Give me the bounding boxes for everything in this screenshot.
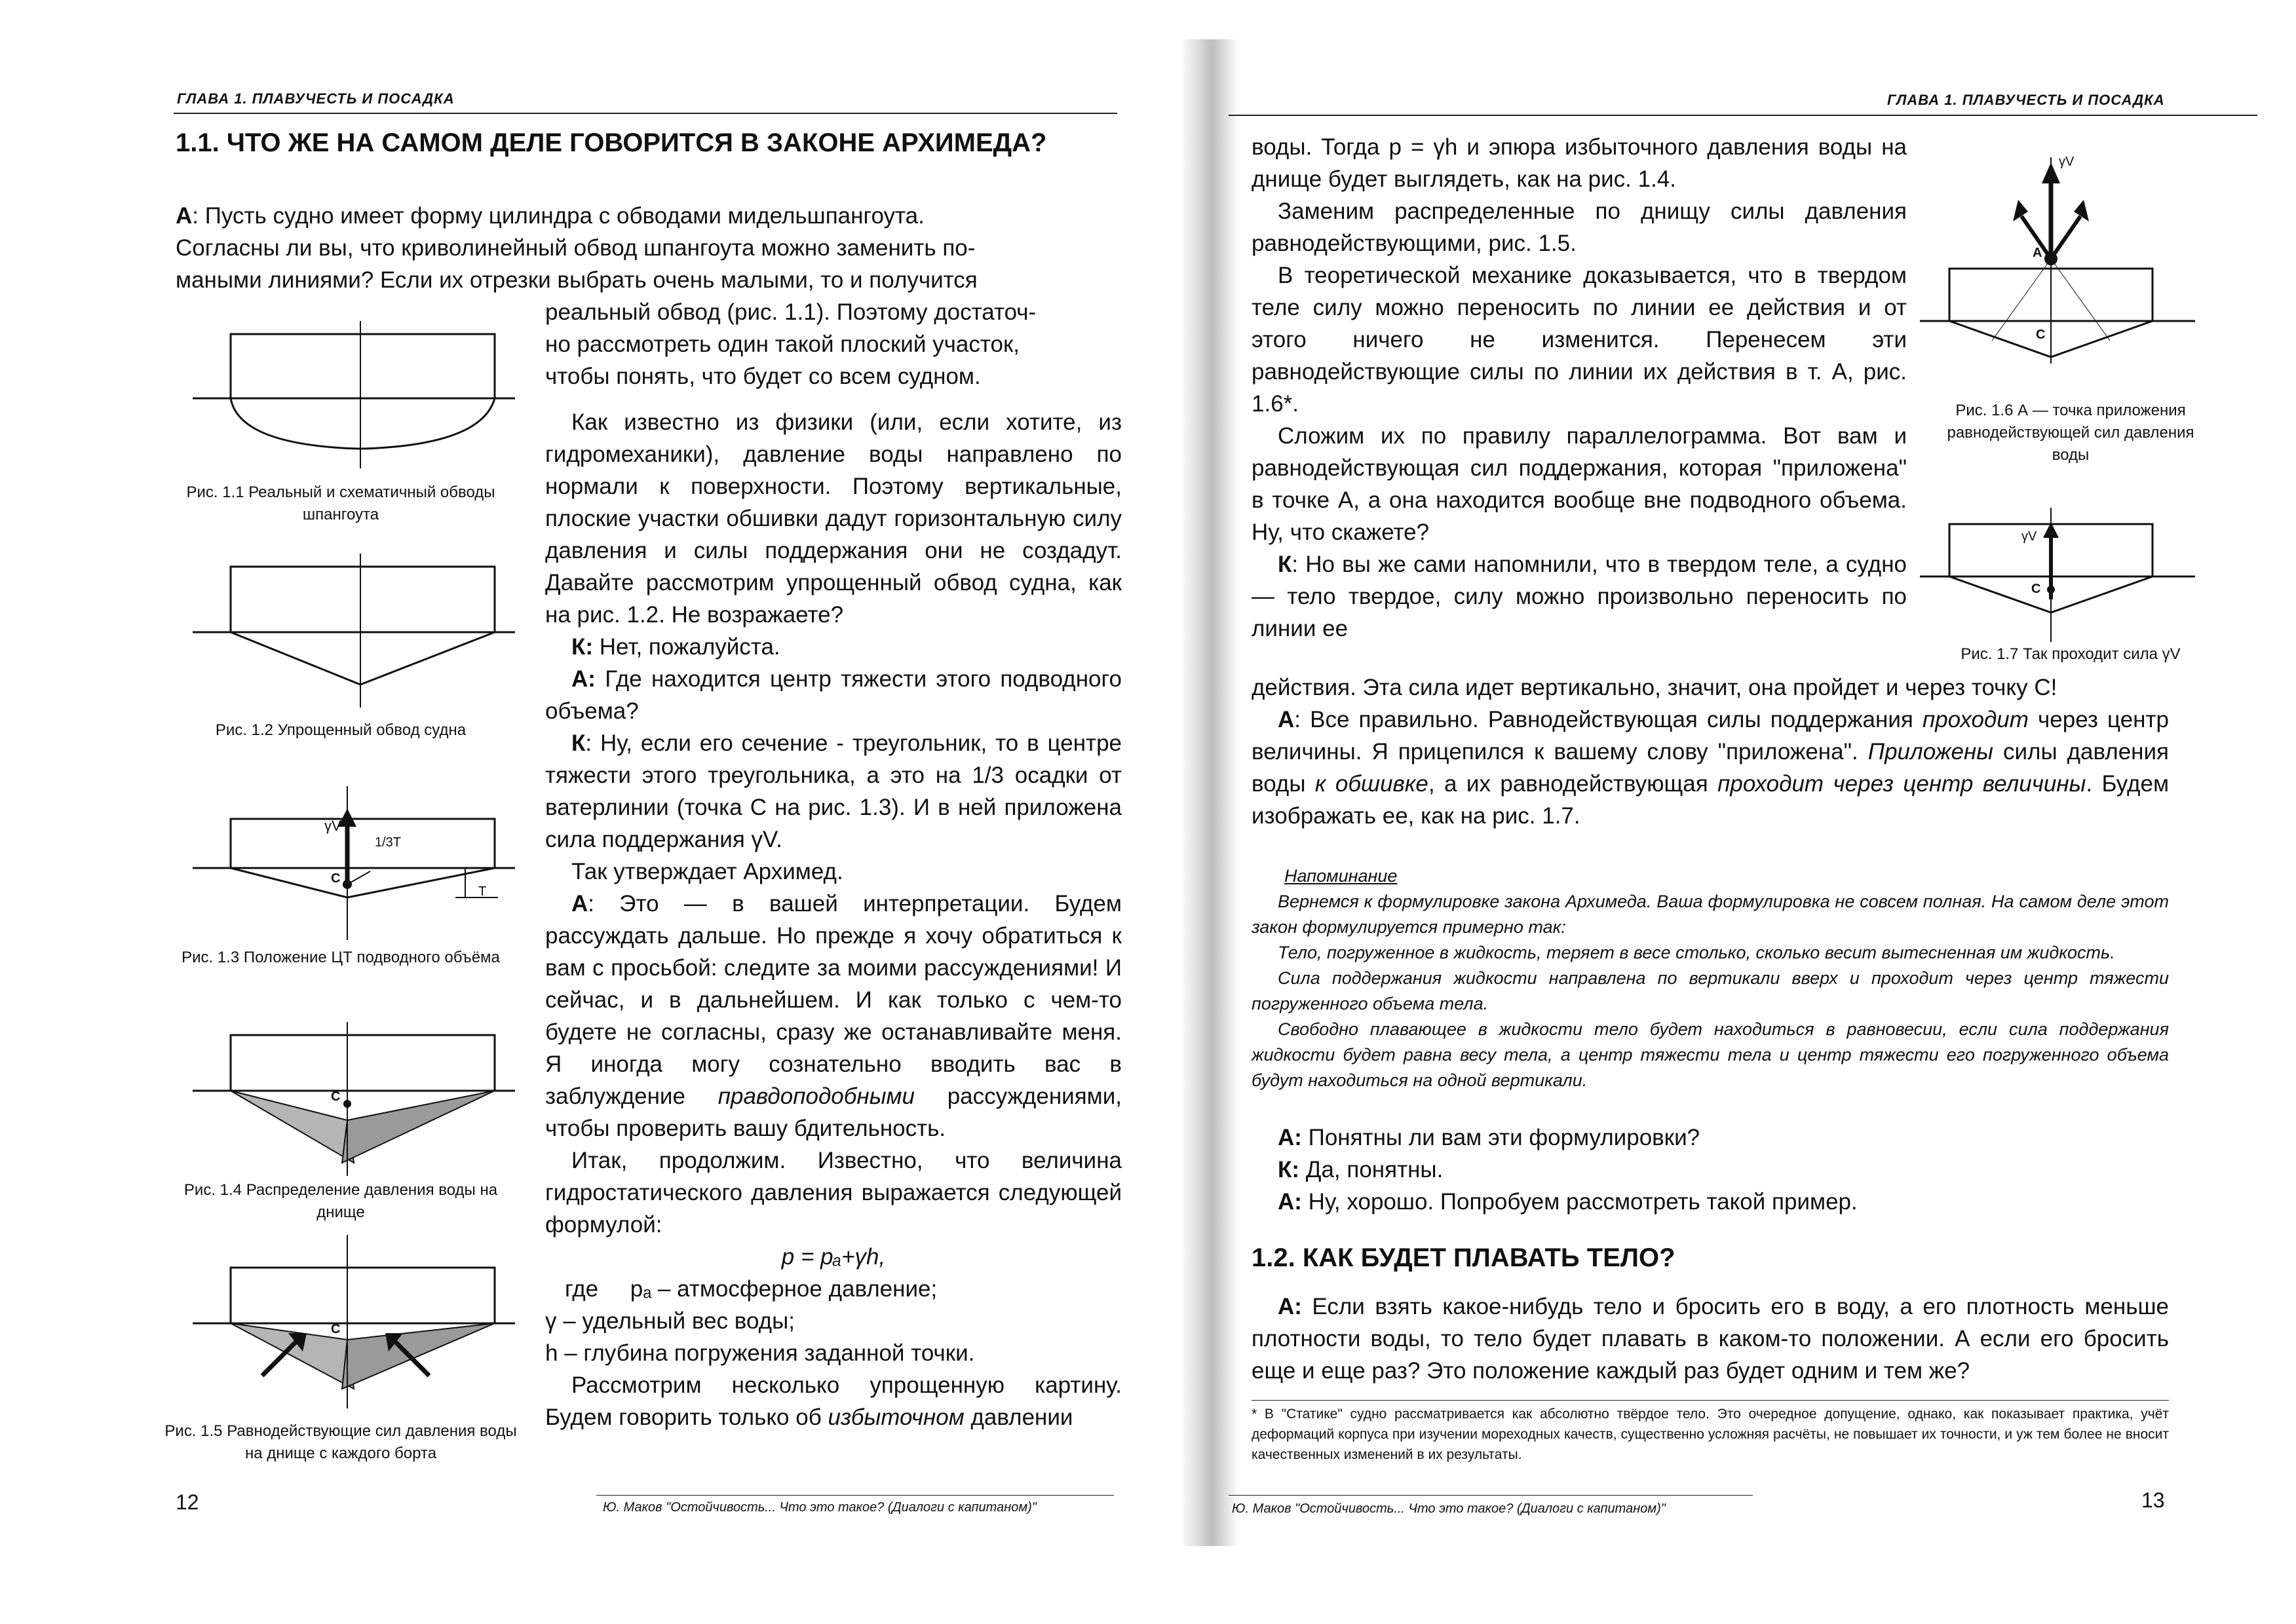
speaker-label: А [176,203,193,229]
dialogue-line: А: Ну, хорошо. Попробуем рассмотреть такой пример. [1278,1189,1858,1215]
figure-1-3 [190,786,518,943]
figure-1-4 [190,1022,518,1179]
header-rule [1229,115,2257,116]
figure-1-6 [1920,144,2195,367]
footer-rule [1229,1495,1753,1496]
label-one-third-t: 1/3T [375,835,402,850]
label-c: C [331,871,341,886]
column-lead [545,296,1122,392]
paragraph: Заменим распределенные по днищу силы давления равнодействующими, рис. 1.5. [1252,198,1907,256]
where-label: где [565,1276,599,1302]
text-line: но рассмотреть один такой плоский участок, [545,331,1020,357]
dialogue-line: К: Ну, если его сечение - треугольник, то в центре тяжести этого треугольника, а это на 1/3 осадки от ватерлинии (точка С на рис. 1.3). И в ней приложена сила поддержания γV. [545,730,1122,852]
reminder-title: Напоминание [1284,866,1398,886]
dialogue-line: К: Да, понятны. [1278,1157,1444,1182]
label-c: C [331,1322,341,1336]
figure-caption: Рис. 1.7 Так проходит сила γV [1961,645,2181,663]
right-page [1166,0,2296,1624]
footnote: * В "Статике" судно рассматривается как абсолютно твёрдое тело. Это очередное допущение, однако, как показывает практика, учёт деформаций корпуса при изучении мореходных качеств, существенно усложняя расчёты, не повышает их точности, и уж тем более не вносит качественных изменений в их результаты. [1252,1407,2169,1462]
intro-line: : Пусть судно имеет форму цилиндра с обводами мидельшпангоута. [192,203,925,229]
footer-rule [596,1495,1114,1496]
paragraph: Как известно из физики (или, если хотите, из гидромеханики), давление воды направлено по нормали к поверхности. Поэтому вертикальные, плоские участки обшивки дадут горизонтальную силу давления и силы поддержания они не создадут. Давайте рассмотрим упрощенный обвод судна, как на рис. 1.2. Не возражаете? [545,409,1122,628]
figure-caption: Рис. 1.3 Положение ЦТ подводного объёма [182,949,500,966]
label-gamma-v: γV [2021,529,2037,544]
paragraph: Рассмотрим несколько упрощенную картину. Будем говорить только об избыточном давлении [545,1372,1122,1430]
label-t: T [478,884,487,899]
figure-caption: Рис. 1.2 Упрощенный обвод судна [215,721,467,739]
paragraph: Итак, продолжим. Известно, что величина гидростатического давления выражается следующей формулой: [545,1148,1122,1237]
paragraph: воды. Тогда p = γh и эпюра избыточного давления воды на днище будет выглядеть, как на рис. 1.4. [1252,134,1907,192]
dialogue-line: А: Все правильно. Равнодействующая силы поддержания проходит через центр величины. Я прицепился к вашему слову "приложена". Приложены силы давления воды к обшивке, а их равнодействующая проходит через центр величины. Будем изображать ее, как на рис. 1.7. [1252,707,2170,829]
text-line: реальный обвод (рис. 1.1). Поэтому достаточ- [545,299,1037,325]
label-c: C [2031,582,2041,596]
figure-1-5 [190,1235,518,1412]
figure-1-2 [190,554,518,711]
dialogue-line: А: Понятны ли вам эти формулировки? [1278,1125,1700,1150]
formula: p = pₐ+γh, [781,1244,886,1270]
left-page [0,0,1127,1624]
paragraph: В теоретической механике доказывается, что в твердом теле силу можно переносить по линии ее действия и от этого ничего не изменится. Перенесем эти равнодействующие силы по линии их действия в т. А, рис. 1.6*. [1252,263,1907,417]
page-number: 13 [2141,1488,2165,1512]
definition: γ – удельный вес воды; [545,1308,795,1334]
figure-1-7 [1920,495,2195,645]
footnote-rule [1252,1400,2169,1401]
section-paragraph [1252,1291,2169,1387]
definition: pₐ – атмосферное давление; [630,1276,938,1302]
dialogue-line: А: Это — в вашей интерпретации. Будем рассуждать дальше. Но прежде я хочу обратиться к вам с просьбой: следите за моими рассуждениями! И сейчас, и в дальнейшем. И как только с чем-то будете не согласны, сразу же останавливайте меня. Я иногда могу сознательно вводить вас в заблуждение правдоподобными рассуждениями, чтобы проверить вашу бдительность. [545,891,1122,1141]
book-credit: Ю. Маков "Остойчивость... Что это такое? (Диалоги с капитаном)" [603,1500,1037,1515]
speaker-label: А: [1278,1125,1302,1150]
paragraph: действия. Эта сила идет вертикально, значит, она пройдет и через точку С! [1252,675,2057,700]
figure-caption: Рис. 1.4 Распределение давления воды на днище [183,1181,498,1221]
running-head: ГЛАВА 1. ПЛАВУЧЕСТЬ И ПОСАДКА [1887,92,2165,108]
speaker-label: А: [1278,1294,1302,1319]
figure-1-1 [190,321,518,472]
reminder-text: Сила поддержания жидкости направлена по вертикали вверх и проходит через центр тяжести погруженного объема тела. [1252,968,2169,1013]
section-title: 1.2. КАК БУДЕТ ПЛАВАТЬ ТЕЛО? [1252,1243,1675,1272]
label-c: C [2036,328,2046,342]
main-column-top [1252,131,1907,645]
main-column-bottom [1252,671,2169,832]
reminder-box [1252,863,2169,1093]
paragraph: Сложим их по правилу параллелограмма. Вот вам и равнодействующая сил поддержания, которая "приложена" в точке А, а она находится вообще вне подводного объема. Ну, что скажете? [1252,423,1907,545]
dialogue-column [545,406,1122,1433]
text-line: чтобы понять, что будет со всем судном. [545,364,981,389]
dialogue-line: А: Где находится центр тяжести этого подводного объема? [545,666,1122,724]
speaker-label: А: [1278,1189,1302,1215]
header-rule [174,113,1117,114]
speaker-label: К: [1278,1157,1300,1182]
page-number: 12 [176,1490,199,1514]
intro-line: маными линиями? Если их отрезки выбрать очень малыми, то и получится [176,267,978,293]
speaker-label: А [571,891,588,916]
label-gamma-v: γV [2059,155,2075,169]
reminder-text: Тело, погруженное в жидкость, теряет в весе столько, сколько весит вытесненная им жидкость. [1278,943,2115,962]
dialogue-line: К: Но вы же сами напомнили, что в твердом теле, а судно — тело твердое, силу можно произвольно переносить по линии ее [1252,552,1907,641]
definition: h – глубина погружения заданной точки. [545,1340,975,1366]
speaker-label: К [1278,552,1292,577]
short-dialogue [1252,1122,2169,1218]
running-head: ГЛАВА 1. ПЛАВУЧЕСТЬ И ПОСАДКА [177,90,455,107]
intro-line: Согласны ли вы, что криволинейный обвод шпангоута можно заменить по- [176,235,976,261]
speaker-label: К: [571,634,594,660]
intro-paragraph [176,200,1119,296]
label-c: C [331,1089,341,1104]
reminder-text: Вернемся к формулировке закона Архимеда. Ваша формулировка не совсем полная. На самом деле этот закон формулируется примерно так: [1252,892,2169,937]
figure-caption: Рис. 1.5 Равнодействующие сил давления воды на днище с каждого борта [164,1422,517,1462]
paragraph: Так утверждает Архимед. [571,859,843,884]
label-gamma-v: γV [324,818,341,834]
section-title: 1.1. ЧТО ЖЕ НА САМОМ ДЕЛЕ ГОВОРИТСЯ В ЗАКОНЕ АРХИМЕДА? [176,128,1047,157]
reminder-text: Свободно плавающее в жидкости тело будет находиться в равновесии, если сила поддержания жидкости будет равна весу тела, а центр тяжести тела и центр тяжести его погруженного объема будут находиться на одной вертикали. [1252,1019,2169,1090]
dialogue-line: К: Нет, пожалуйста. [571,634,780,660]
figure-caption: Рис. 1.1 Реальный и схематичный обводы шпангоута [186,483,495,523]
dialogue-line: А: Если взять какое-нибудь тело и бросить его в воду, а его плотность меньше плотности воды, то тело будет плавать в каком-то положении. А если его бросить еще и еще раз? Это положение каждый раз будет одним и тем же? [1252,1294,2169,1384]
label-a: А [2033,246,2042,260]
speaker-label: А [1278,707,1295,732]
speaker-label: А: [571,666,596,692]
figure-caption: Рис. 1.6 А — точка приложения равнодействующей сил давления воды [1947,402,2194,464]
speaker-label: К [571,730,586,756]
book-credit: Ю. Маков "Остойчивость... Что это такое? (Диалоги с капитаном)" [1232,1501,1666,1516]
